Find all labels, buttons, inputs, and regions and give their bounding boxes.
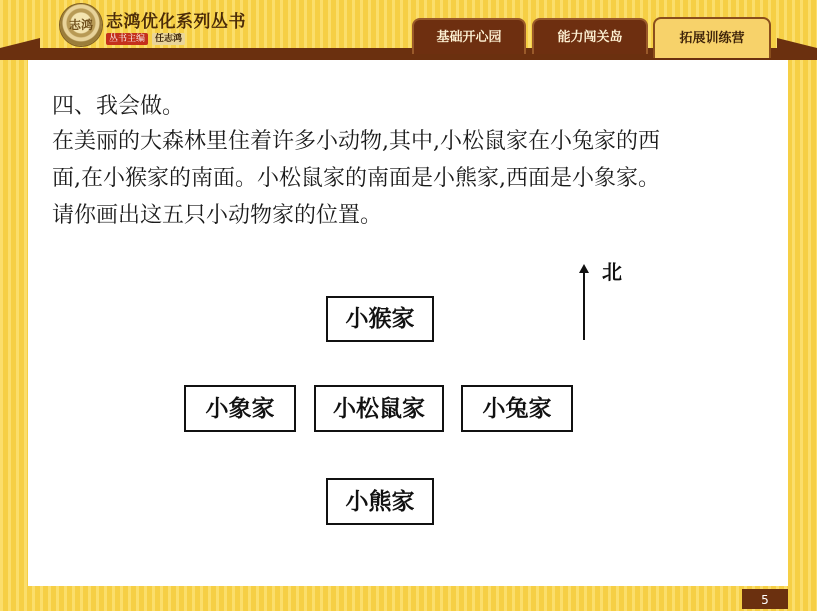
badge-glyph: 志鸿 — [68, 18, 93, 32]
content-panel — [28, 60, 788, 586]
question-line-2: 面,在小猴家的南面。小松鼠家的南面是小熊家,西面是小象家。 — [52, 166, 660, 191]
rabbit-house-box: 小兔家 — [461, 385, 573, 432]
elephant-house-box: 小象家 — [184, 385, 296, 432]
north-label: 北 — [602, 260, 622, 284]
question-line-3: 请你画出这五只小动物家的位置。 — [52, 203, 383, 228]
badge-icon — [60, 4, 102, 46]
squirrel-house-box: 小松鼠家 — [314, 385, 444, 432]
page-number: 5 — [742, 589, 788, 609]
tab-ability[interactable]: 能力闯关岛 — [532, 18, 648, 54]
series-logo — [60, 4, 320, 48]
question-heading: 四、我会做。 — [52, 94, 185, 119]
north-arrow-icon — [576, 264, 592, 342]
monkey-house-box: 小猴家 — [326, 296, 434, 342]
editor-name: 任志鸿 — [152, 33, 185, 45]
tab-basic[interactable]: 基础开心园 — [412, 18, 526, 54]
editor-line — [106, 31, 185, 44]
editor-tag: 丛书主编 — [106, 33, 148, 45]
question-line-1: 在美丽的大森林里住着许多小动物,其中,小松鼠家在小兔家的西 — [52, 129, 660, 154]
header — [0, 0, 817, 60]
series-title: 志鸿优化系列丛书 — [106, 12, 246, 32]
question-text — [52, 90, 772, 234]
bear-house-box: 小熊家 — [326, 478, 434, 525]
tab-extension[interactable]: 拓展训练营 — [653, 17, 771, 58]
